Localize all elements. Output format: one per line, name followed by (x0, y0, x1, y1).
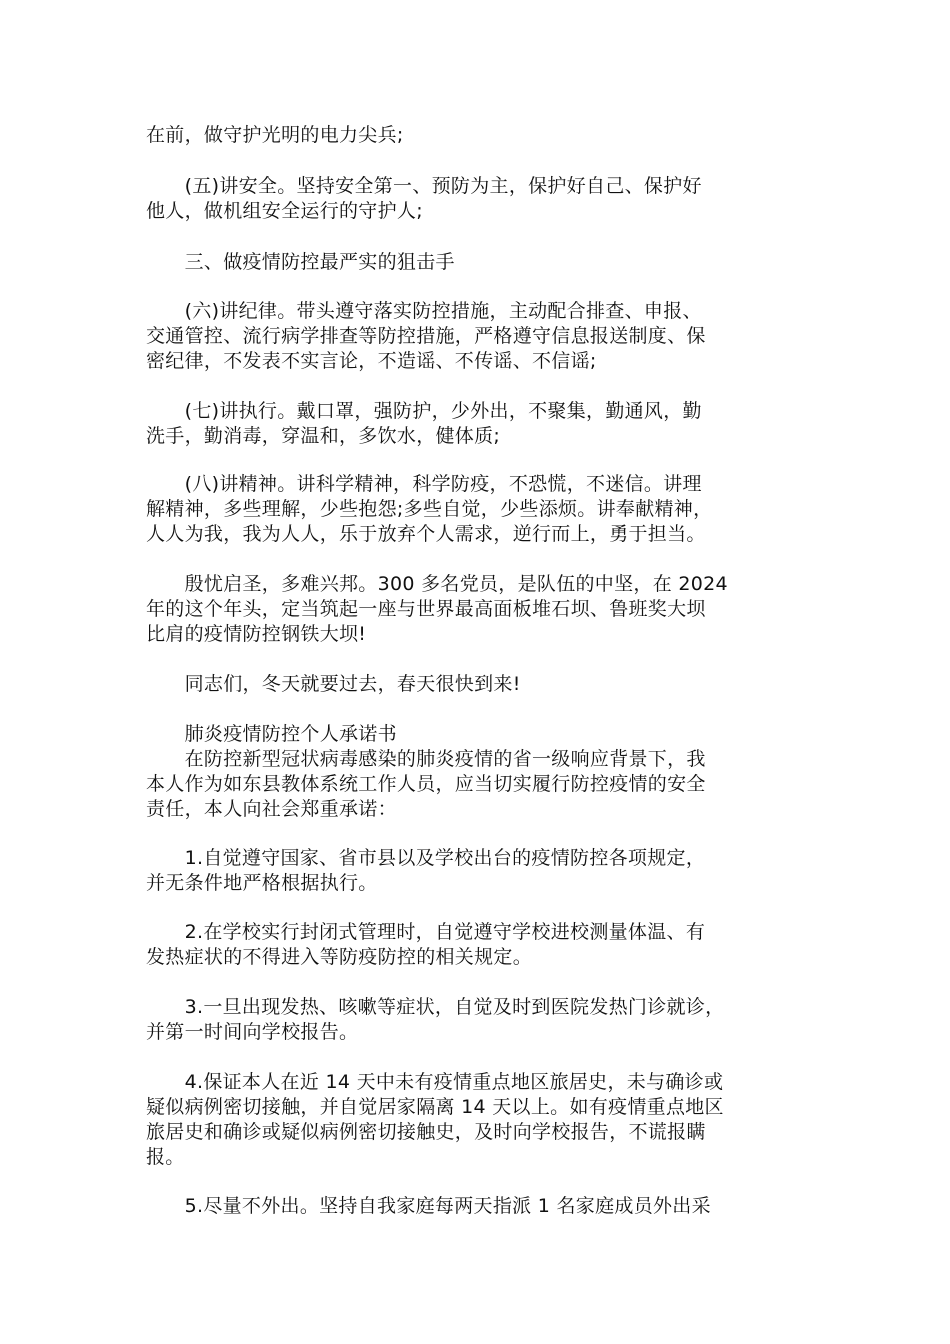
paragraph-4: (七)讲执行。戴口罩，强防护，少外出，不聚集，勤通风，勤 洗手，勤消毒，穿温和，多饮水，健体质; (146, 400, 702, 447)
commitment-intro: 肺炎疫情防控个人承诺书 在防控新型冠状病毒感染的肺炎疫情的省一级响应背景下，我 本人作为如东县教体系统工作人员，应当切实履行防控疫情的安全 责任，本人向社会郑重承诺： (146, 723, 706, 820)
commitment-item-3: 3.一旦出现发热、咳嗽等症状，自觉及时到医院发热门诊就诊， 并第一时间向学校报告。 (146, 996, 725, 1043)
paragraph-7: 同志们，冬天就要过去，春天很快到来! (146, 673, 521, 695)
section-heading: 三、做疫情防控最严实的狙击手 (146, 251, 455, 273)
paragraph-6: 殷忧启圣，多难兴邦。300 多名党员，是队伍的中坚，在 2024 年的这个年头，定当筑起一座与世界最高面板堆石坝、鲁班奖大坝 比肩的疫情防控钢铁大坝! (146, 573, 728, 645)
commitment-item-1: 1.自觉遵守国家、省市县以及学校出台的疫情防控各项规定， 并无条件地严格根据执行。 (146, 847, 706, 894)
commitment-item-4: 4.保证本人在近 14 天中未有疫情重点地区旅居史，未与确诊或 疑似病例密切接触，并自觉居家隔离 14 天以上。如有疫情重点地区 旅居史和确诊或疑似病例密切接触史，及时向学校报告，不谎报瞒 报。 (146, 1071, 724, 1168)
commitment-item-2: 2.在学校实行封闭式管理时，自觉遵守学校进校测量体温、有 发热症状的不得进入等防疫防控的相关规定。 (146, 921, 706, 968)
paragraph-2: (五)讲安全。坚持安全第一、预防为主，保护好自己、保护好 他人，做机组安全运行的守护人; (146, 175, 702, 222)
paragraph-3: (六)讲纪律。带头遵守落实防控措施，主动配合排查、申报、 交通管控、流行病学排查等防控措施，严格遵守信息报送制度、保 密纪律，不发表不实言论，不造谣、不传谣、不信谣; (146, 300, 706, 372)
paragraph-1: 在前，做守护光明的电力尖兵; (146, 124, 404, 146)
paragraph-5: (八)讲精神。讲科学精神，科学防疫，不恐慌，不迷信。讲理 解精神，多些理解，少些抱怨;多些自觉，少些添烦。讲奉献精神， 人人为我，我为人人，乐于放弃个人需求，逆行而上，勇于担当。 (146, 473, 713, 545)
commitment-item-5: 5.尽量不外出。坚持自我家庭每两天指派 1 名家庭成员外出采 (146, 1195, 711, 1217)
